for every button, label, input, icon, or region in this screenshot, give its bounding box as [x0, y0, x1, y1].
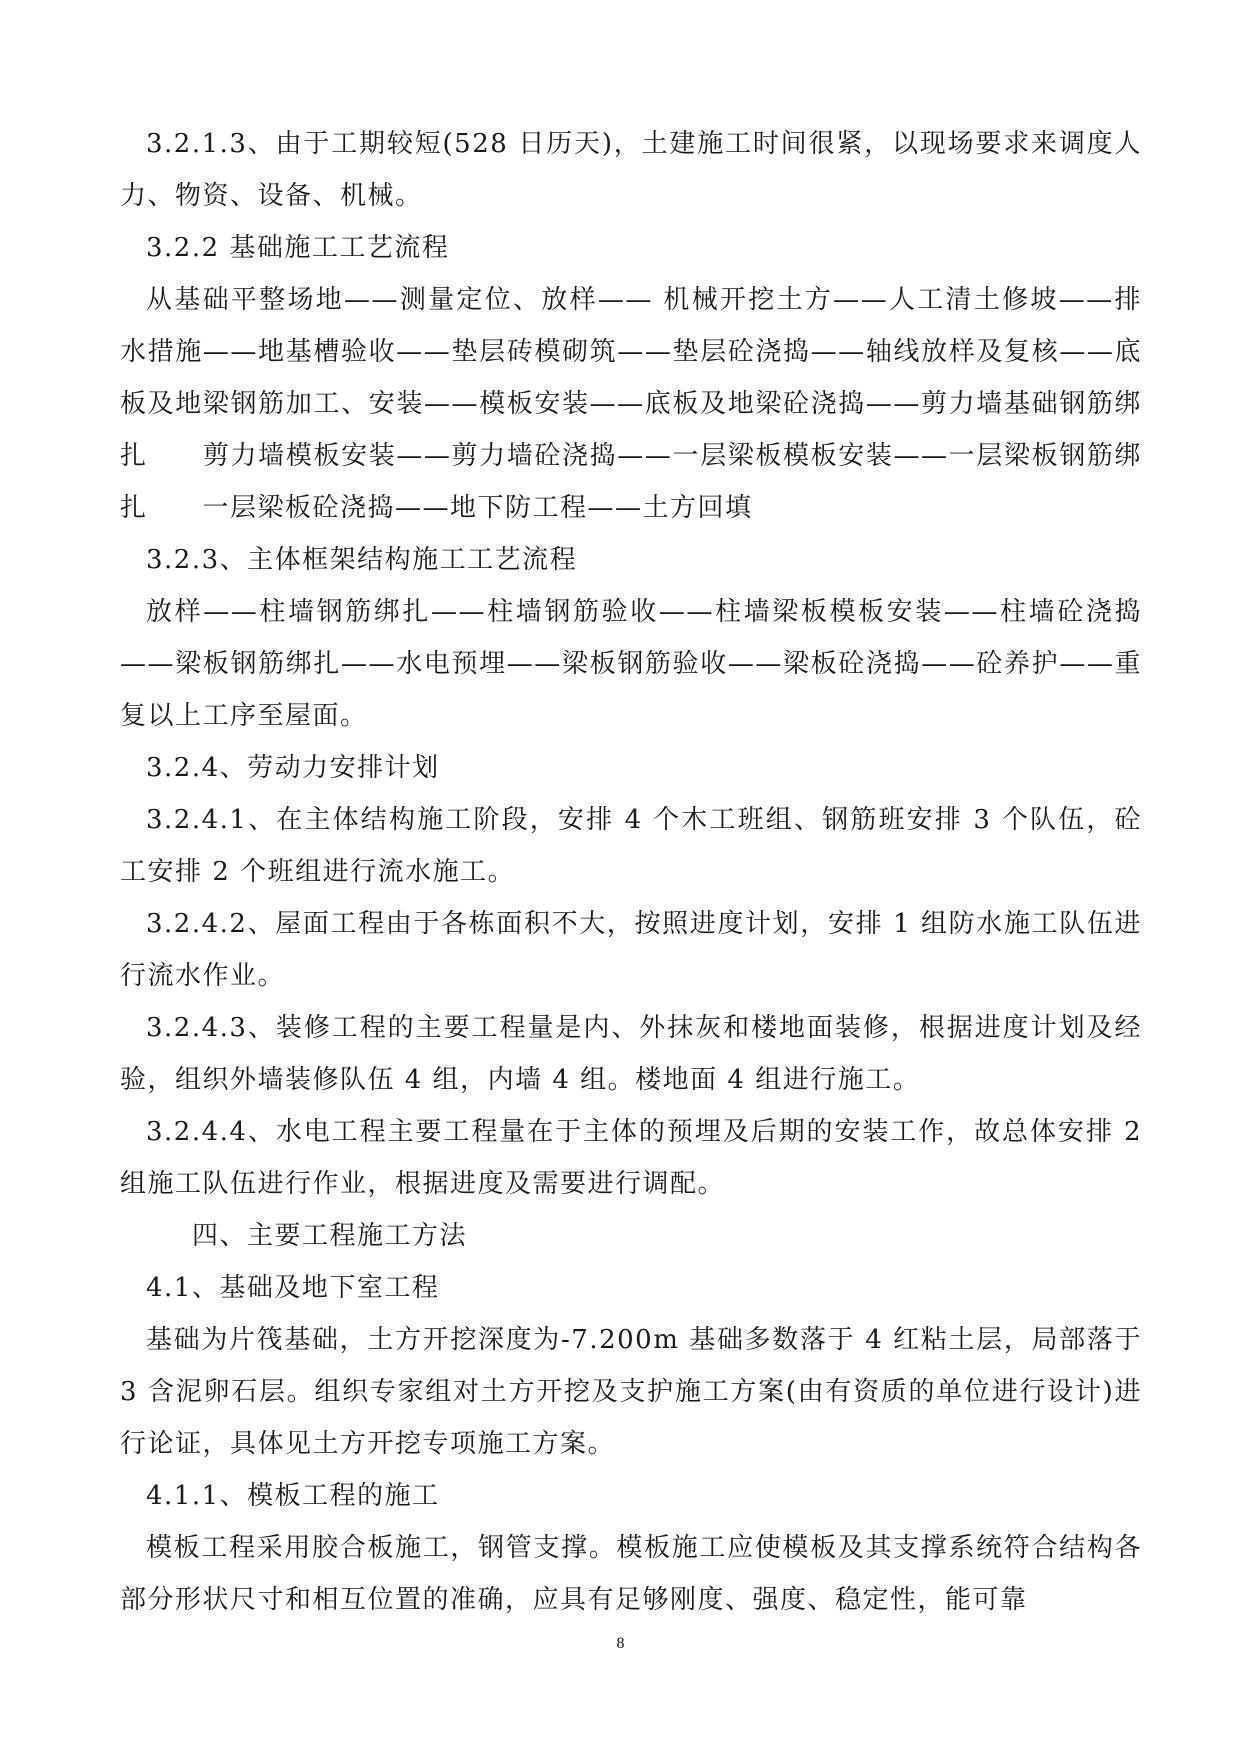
heading-4-1-1: 4.1.1、模板工程的施工	[146, 1481, 440, 1511]
paragraph-foundation-flow: 从基础平整场地——测量定位、放样—— 机械开挖土方——人工清土修坡——排水措施——地基槽验收——垫层砖模砌筑——垫层砼浇捣——轴线放样及复核——底板及地梁钢筋加工、安装——模板安装——底板及地梁砼浇捣——剪力墙基础钢筋绑扎 剪力墙模板安装——剪力墙砼浇捣——一层梁板模板安装——一层梁板钢筋绑扎 一层梁板砼浇捣——地下防工程——土方回填	[120, 285, 1142, 523]
paragraph-frame-flow: 放样——柱墙钢筋绑扎——柱墙钢筋验收——柱墙梁板模板安装——柱墙砼浇捣——梁板钢筋绑扎——水电预埋——梁板钢筋验收——梁板砼浇捣——砼养护——重复以上工序至屋面。	[120, 597, 1142, 731]
document-body	[120, 118, 1142, 1626]
heading-4-1: 4.1、基础及地下室工程	[146, 1273, 440, 1303]
paragraph-3-2-4-4: 3.2.4.4、水电工程主要工程量在于主体的预埋及后期的安装工作，故总体安排 2 组施工队伍进行作业，根据进度及需要进行调配。	[120, 1117, 1142, 1199]
paragraph-formwork: 模板工程采用胶合板施工，钢管支撑。模板施工应使模板及其支撑系统符合结构各部分形状尺寸和相互位置的准确，应具有足够刚度、强度、稳定性，能可靠	[120, 1533, 1142, 1615]
paragraph-3-2-4-1: 3.2.4.1、在主体结构施工阶段，安排 4 个木工班组、钢筋班安排 3 个队伍，砼工安排 2 个班组进行流水施工。	[120, 805, 1142, 887]
page-number: 8	[616, 1635, 625, 1652]
heading-3-2-2: 3.2.2 基础施工工艺流程	[146, 233, 450, 263]
heading-section-4: 四、主要工程施工方法	[192, 1221, 468, 1251]
paragraph-3-2-4-2: 3.2.4.2、屋面工程由于各栋面积不大，按照进度计划，安排 1 组防水施工队伍进行流水作业。	[120, 909, 1142, 991]
paragraph-3-2-1-3: 3.2.1.3、由于工期较短(528 日历天)，土建施工时间很紧，以现场要求来调度人力、物资、设备、机械。	[120, 129, 1142, 211]
paragraph-3-2-4-3: 3.2.4.3、装修工程的主要工程量是内、外抹灰和楼地面装修，根据进度计划及经验，组织外墙装修队伍 4 组，内墙 4 组。楼地面 4 组进行施工。	[120, 1013, 1142, 1095]
heading-3-2-4: 3.2.4、劳动力安排计划	[146, 753, 440, 783]
paragraph-foundation-basement: 基础为片筏基础，土方开挖深度为-7.200m 基础多数落于 4 红粘土层，局部落于 3 含泥卵石层。组织专家组对土方开挖及支护施工方案(由有资质的单位进行设计)进行论证，具体见土方开挖专项施工方案。	[120, 1325, 1142, 1459]
heading-3-2-3: 3.2.3、主体框架结构施工工艺流程	[146, 545, 578, 575]
